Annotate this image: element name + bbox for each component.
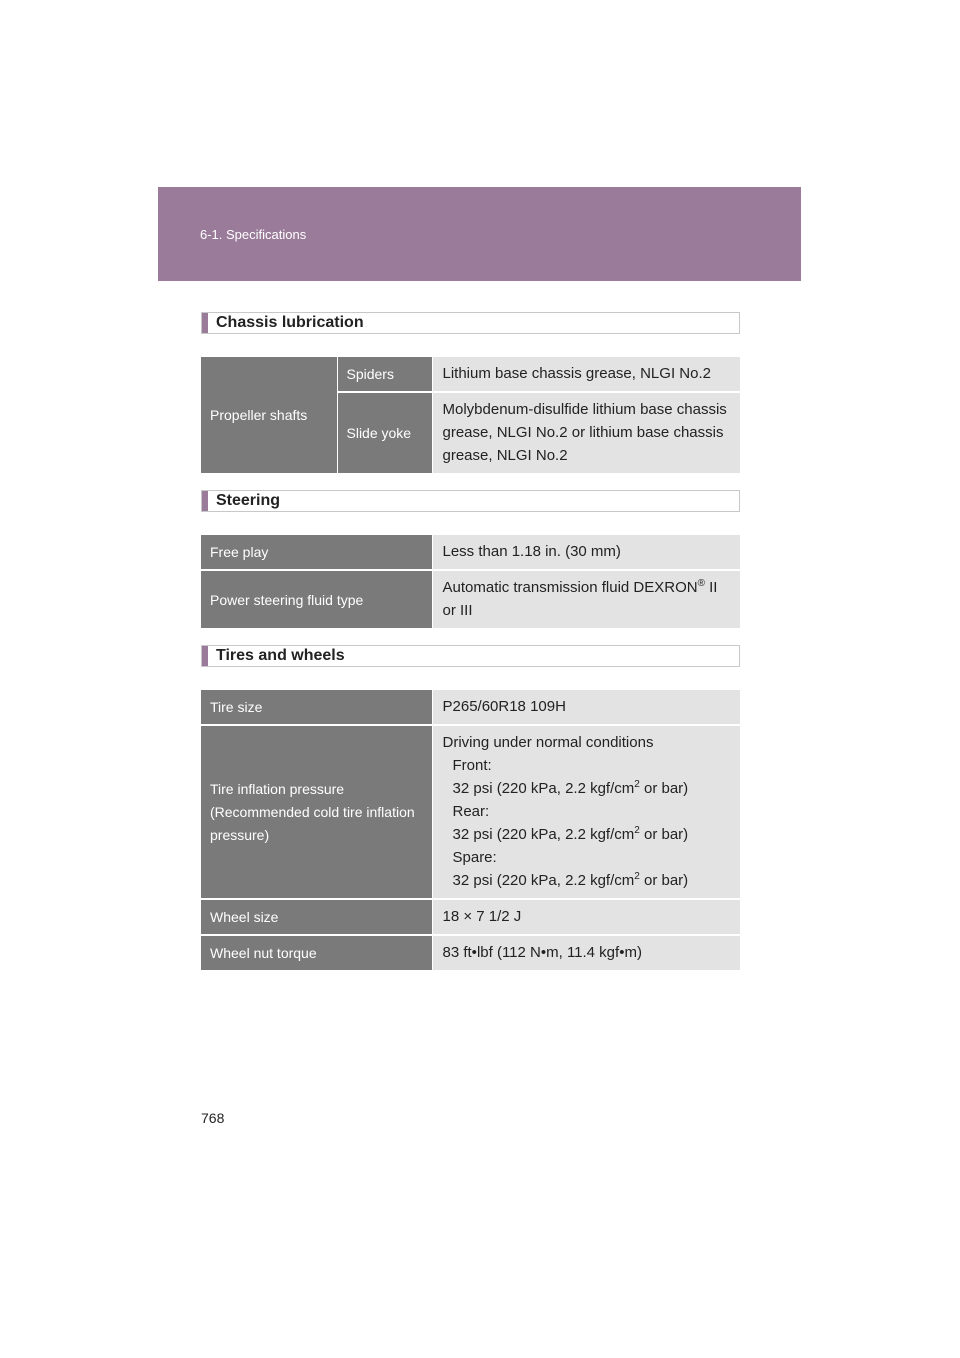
pressure-label-line: pressure) bbox=[210, 826, 270, 843]
slide-yoke-label: Slide yoke bbox=[337, 392, 432, 474]
tire-size-value: P265/60R18 109H bbox=[432, 690, 740, 725]
spare-label: Spare: bbox=[452, 849, 497, 866]
breadcrumb: 6-1. Specifications bbox=[200, 227, 307, 242]
section-title-steering bbox=[201, 490, 740, 512]
psi-text: 32 psi (220 kPa, 2.2 kgf/cm bbox=[452, 780, 635, 797]
spiders-label: Spiders bbox=[337, 357, 432, 392]
section-accent-bar bbox=[202, 646, 208, 666]
tires-table bbox=[201, 690, 740, 972]
table-row bbox=[201, 535, 740, 570]
wheel-size-value: 18 × 7 1/2 J bbox=[432, 899, 740, 935]
front-value bbox=[443, 777, 731, 800]
free-play-value: Less than 1.18 in. (30 mm) bbox=[432, 535, 740, 570]
wheel-nut-torque-value: 83 ft•lbf (112 N•m, 11.4 kgf•m) bbox=[432, 935, 740, 971]
fluid-type-value bbox=[432, 570, 740, 629]
psi-text: 32 psi (220 kPa, 2.2 kgf/cm bbox=[452, 872, 635, 889]
fluid-text: Automatic transmission fluid DEXRON bbox=[442, 579, 698, 596]
section-accent-bar bbox=[202, 313, 208, 333]
table-row bbox=[201, 690, 740, 725]
tire-pressure-value bbox=[432, 725, 740, 899]
registered-mark: ® bbox=[697, 578, 705, 589]
page-number: 768 bbox=[201, 1110, 225, 1126]
pressure-label-line: (Recommended cold tire inflation bbox=[210, 803, 415, 820]
psi-text: or bar) bbox=[639, 872, 689, 889]
chassis-table bbox=[201, 357, 740, 475]
psi-sup: 2 bbox=[634, 779, 640, 790]
section-title-text: Chassis lubrication bbox=[216, 314, 364, 331]
slide-yoke-line: Molybdenum-disulfide lithium base chassis bbox=[442, 401, 727, 418]
tire-size-label: Tire size bbox=[201, 690, 432, 725]
fluid-type-label: Power steering fluid type bbox=[201, 570, 432, 629]
slide-yoke-value bbox=[432, 392, 740, 474]
free-play-label: Free play bbox=[201, 535, 432, 570]
slide-yoke-line: grease, NLGI No.2 or lithium base chassis bbox=[442, 424, 724, 441]
table-row bbox=[201, 357, 740, 392]
table-row bbox=[201, 570, 740, 629]
pressure-label-line: Tire inflation pressure bbox=[210, 780, 345, 797]
rear-label: Rear: bbox=[452, 803, 490, 820]
steering-table bbox=[201, 535, 740, 630]
psi-text: or bar) bbox=[639, 826, 689, 843]
front-label: Front: bbox=[452, 757, 492, 774]
slide-yoke-line: grease, NLGI No.2 bbox=[442, 447, 568, 464]
wheel-size-label: Wheel size bbox=[201, 899, 432, 935]
section-title-text: Tires and wheels bbox=[216, 647, 345, 664]
wheel-nut-torque-label: Wheel nut torque bbox=[201, 935, 432, 971]
section-title-tires bbox=[201, 645, 740, 667]
fluid-text: II bbox=[704, 579, 718, 596]
spare-value bbox=[443, 869, 731, 892]
propeller-shafts-label: Propeller shafts bbox=[201, 357, 337, 474]
section-title-text: Steering bbox=[216, 492, 281, 509]
psi-text: 32 psi (220 kPa, 2.2 kgf/cm bbox=[452, 826, 635, 843]
psi-sup: 2 bbox=[634, 871, 640, 882]
section-accent-bar bbox=[202, 491, 208, 511]
pressure-intro: Driving under normal conditions bbox=[442, 734, 654, 751]
rear-value bbox=[443, 823, 731, 846]
fluid-text: or III bbox=[442, 602, 473, 619]
psi-text: or bar) bbox=[639, 780, 689, 797]
spiders-value: Lithium base chassis grease, NLGI No.2 bbox=[432, 357, 740, 392]
table-row bbox=[201, 899, 740, 935]
table-row bbox=[201, 935, 740, 971]
table-row bbox=[201, 725, 740, 899]
header-band bbox=[158, 187, 801, 281]
tire-pressure-label bbox=[201, 725, 432, 899]
psi-sup: 2 bbox=[634, 825, 640, 836]
section-title-chassis bbox=[201, 312, 740, 334]
